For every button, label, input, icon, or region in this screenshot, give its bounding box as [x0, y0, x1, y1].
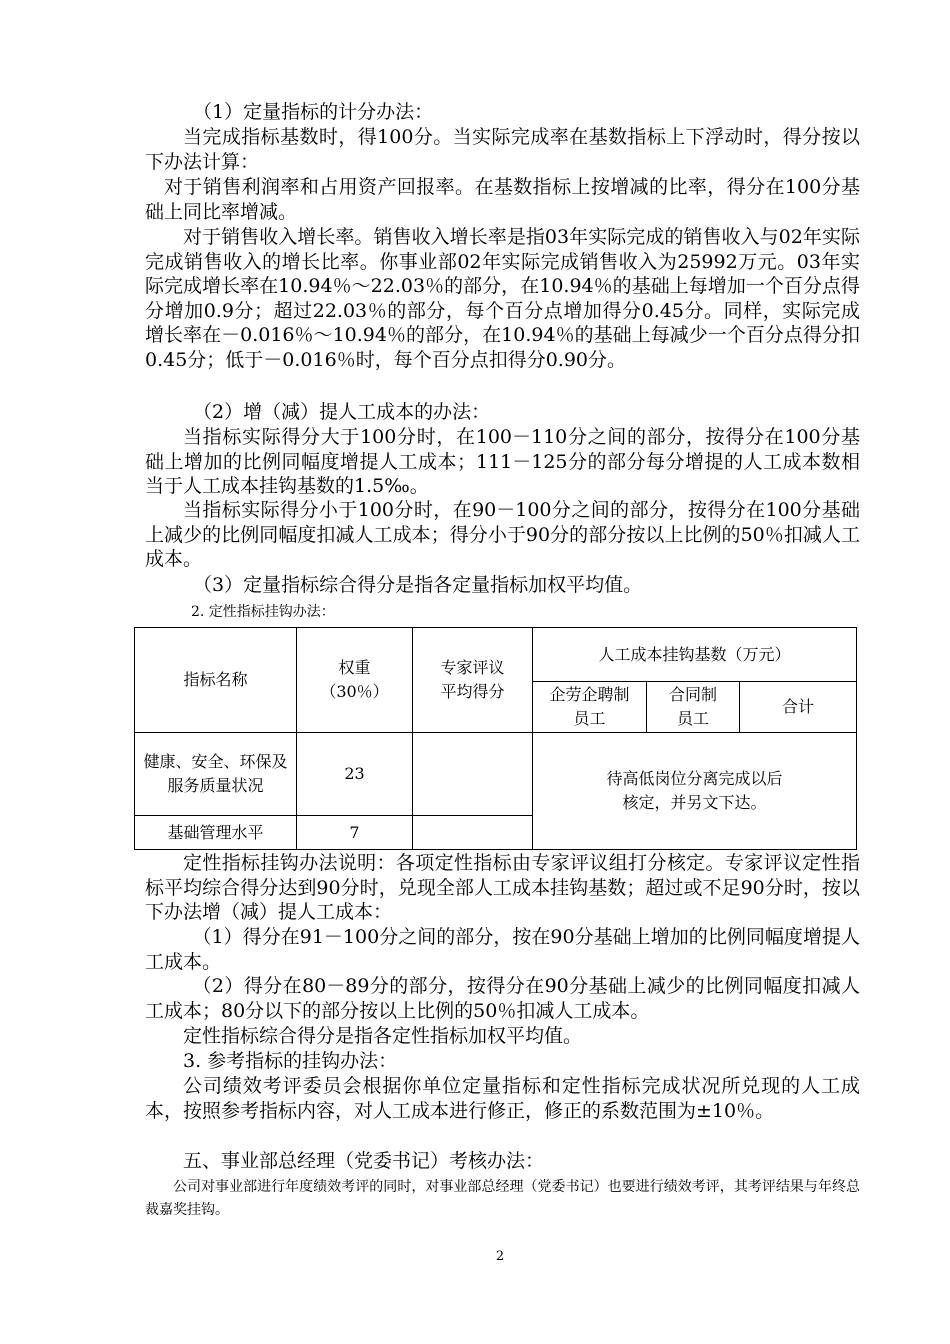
subheader-a-line2: 员工 — [573, 709, 606, 728]
section-2-title: 2. 定性指标挂钩办法： — [191, 604, 335, 620]
row2-indicator: 基础管理水平 — [135, 816, 297, 850]
note-line1: 待高低岗位分离完成以后 — [606, 769, 783, 788]
subheader-enterprise-staff — [533, 682, 647, 733]
sales-growth-paragraph: 对于销售收入增长率。销售收入增长率是指03年实际完成的销售收入与02年实际完成销售收入的增长比率。你事业部02年实际完成销售收入为25992万元。03年实际完成增长率在10.94％～22.03％的部分，在10.94％的基础上每增加一个百分点得分增加0.9分；超过22.03％的部分，每个百分点增加得分0.45分。同样，实际完成增长率在－0.016％～10.94％的部分，在10.94％的基础上每减少一个百分点得分扣0.45分；低于－0.016％时，每个百分点扣得分0.90分。 — [145, 226, 860, 371]
qualitative-composite-paragraph: 定性指标综合得分是指各定性指标加权平均值。 — [183, 1025, 583, 1047]
qualitative-explanation-paragraph: 定性指标挂钩办法说明：各项定性指标由专家评议组打分核定。专家评议定性指标平均综合得分达到90分时，兑现全部人工成本挂钩基数；超过或不足90分时，按以下办法增（减）提人工成本： — [145, 852, 860, 923]
section-5-heading: 五、事业部总经理（党委书记）考核办法： — [183, 1150, 545, 1172]
note-line2: 核定，并另文下达。 — [622, 793, 767, 812]
pending-note-cell — [533, 733, 857, 850]
qualitative-rule-1: （1）得分在91－100分之间的部分，按在90分基础上增加的比例同幅度增提人工成本。 — [145, 926, 860, 973]
row1-indicator — [135, 733, 297, 816]
row1-weight: 23 — [297, 733, 413, 816]
row1-name-line2: 服务质量状况 — [167, 776, 264, 795]
subheader-a-line1: 企劳企聘制 — [549, 685, 630, 704]
score-below-100-paragraph: 当指标实际得分小于100分时，在90－100分之间的部分，按得分在100分基础上减少的比例同幅度扣减人工成本；得分小于90分的部分按以上比例的50％扣减人工成本。 — [145, 499, 860, 570]
row1-name-line1: 健康、安全、环保及 — [143, 752, 288, 771]
header-weight — [297, 628, 413, 733]
qualitative-rule-2: （2）得分在80－89分的部分，按得分在90分基础上减少的比例同幅度扣减人工成本；80分以下的部分按以上比例的50％扣减人工成本。 — [145, 975, 860, 1022]
quant-scoring-heading: （1）定量指标的计分办法： — [193, 101, 434, 123]
header-expert-line2: 平均得分 — [440, 682, 505, 701]
qualitative-indicator-table — [134, 627, 857, 850]
subheader-contract-staff — [647, 682, 740, 733]
subheader-b-line2: 员工 — [676, 709, 709, 728]
subheader-b-line1: 合同制 — [668, 685, 717, 704]
header-weight-line1: 权重 — [338, 658, 371, 677]
closing-paragraph: 公司对事业部进行年度绩效考评的同时，对事业部总经理（党委书记）也要进行绩效考评，其考评结果与年终总裁嘉奖挂钩。 — [145, 1179, 860, 1218]
page-number: 2 — [495, 1249, 505, 1264]
quant-composite-paragraph: （3）定量指标综合得分是指各定量指标加权平均值。 — [193, 574, 643, 596]
row2-weight: 7 — [297, 816, 413, 850]
header-indicator-name: 指标名称 — [135, 628, 297, 733]
row2-expert-score — [413, 816, 533, 850]
reference-indicator-heading: 3. 参考指标的挂钩办法： — [183, 1050, 398, 1072]
header-labor-cost-base: 人工成本挂钩基数（万元） — [533, 628, 857, 682]
base-score-paragraph: 当完成指标基数时，得100分。当实际完成率在基数指标上下浮动时，得分按以下办法计算： — [145, 126, 860, 173]
subheader-total: 合计 — [740, 682, 857, 733]
header-expert-line1: 专家评议 — [440, 658, 505, 677]
score-above-100-paragraph: 当指标实际得分大于100分时，在100－110分之间的部分，按得分在100分基础上增加的比例同幅度增提人工成本；111－125分的部分每分增提的人工成本数相当于人工成本挂钩基数的1.5‰。 — [145, 426, 860, 497]
labor-cost-heading: （2）增（减）提人工成本的办法： — [193, 401, 491, 423]
row1-expert-score — [413, 733, 533, 816]
header-weight-line2: （30％） — [320, 682, 389, 701]
header-expert-score — [413, 628, 533, 733]
profit-rate-paragraph: 对于销售利润率和占用资产回报率。在基数指标上按增减的比率，得分在100分基础上同比率增减。 — [145, 176, 860, 223]
reference-indicator-paragraph: 公司绩效考评委员会根据你单位定量指标和定性指标完成状况所兑现的人工成本，按照参考指标内容，对人工成本进行修正，修正的系数范围为±10％。 — [145, 1075, 860, 1122]
